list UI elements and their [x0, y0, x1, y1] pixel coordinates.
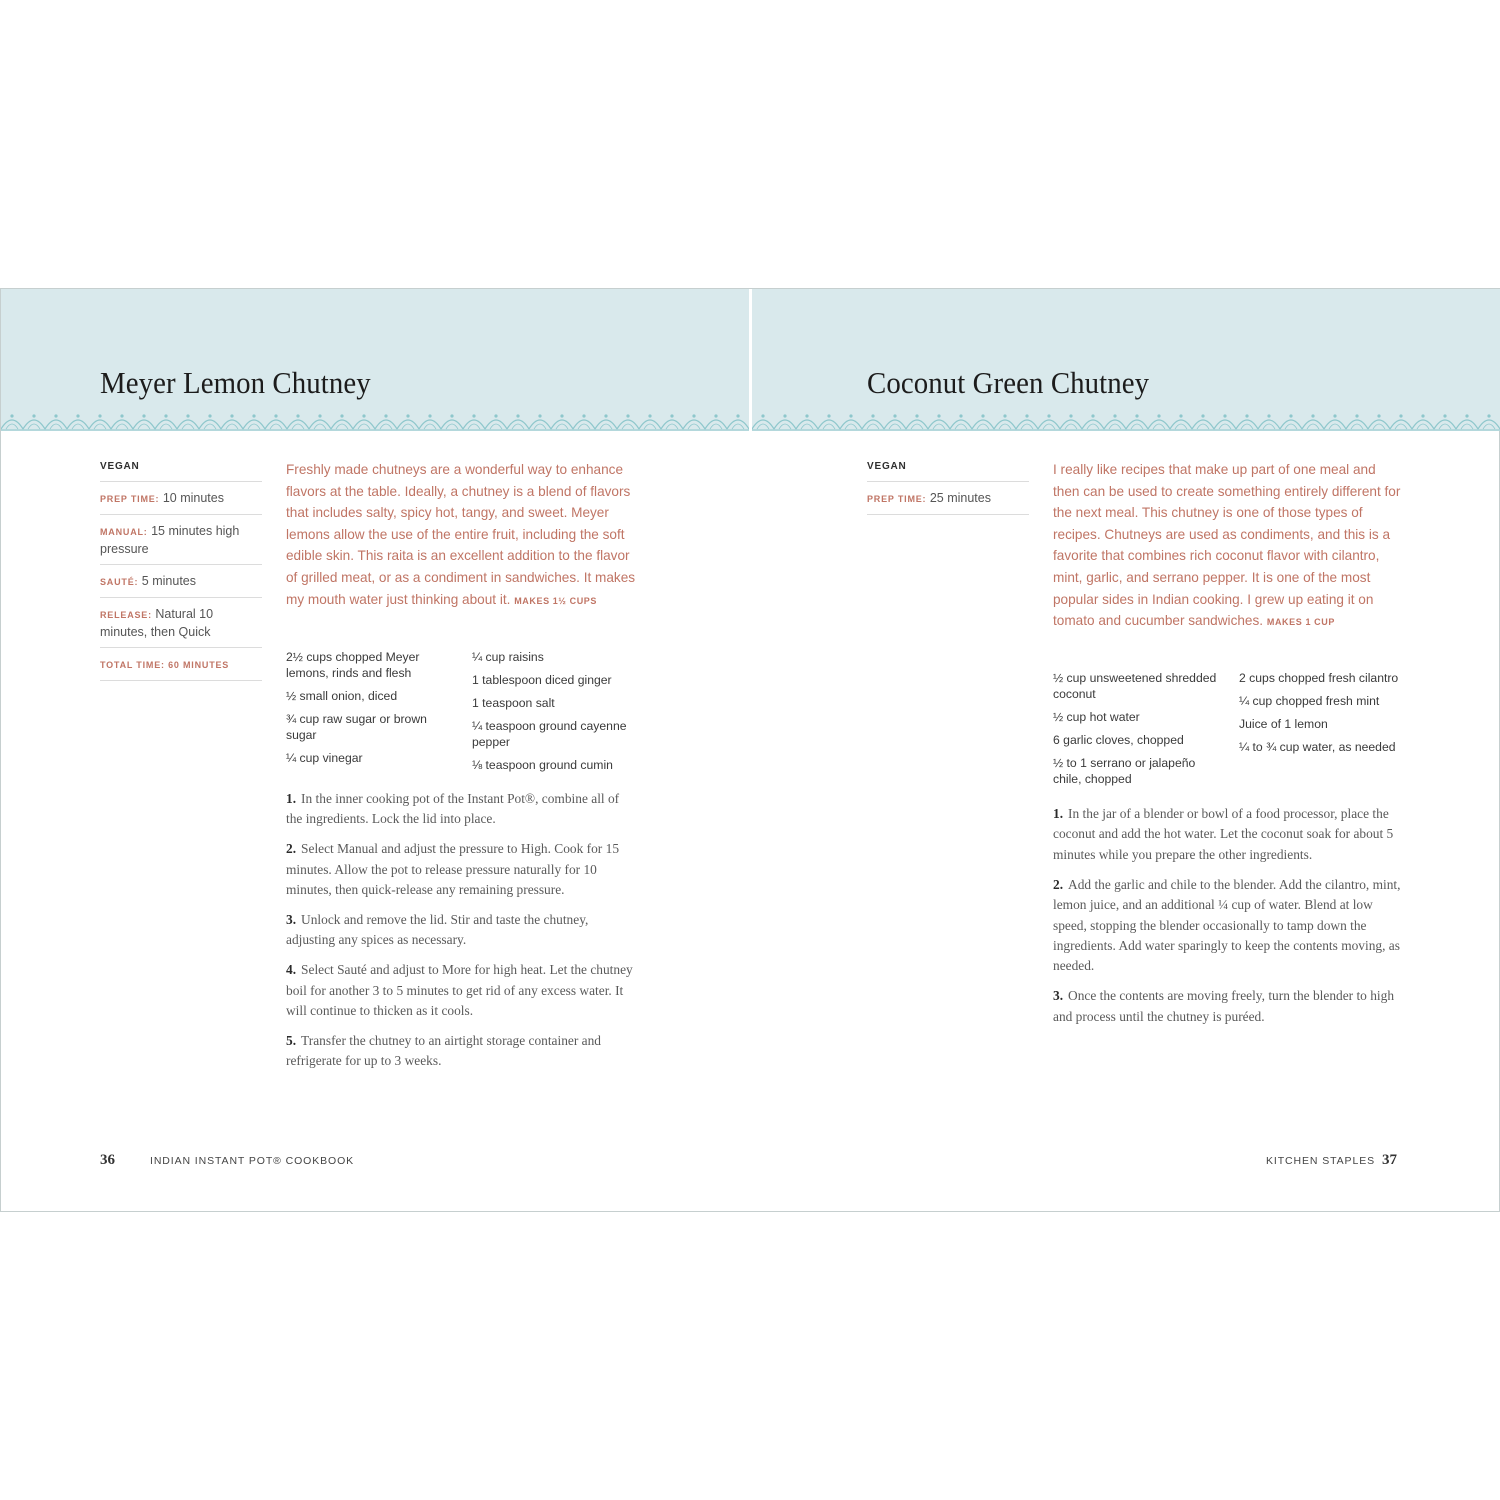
- meta-saute: SAUTÉ: 5 minutes: [100, 565, 262, 598]
- recipe-meta-sidebar: [867, 461, 1029, 515]
- ingredient-item: ¼ cup raisins: [472, 650, 544, 664]
- right-page: [752, 289, 1500, 1211]
- yield-label: MAKES 1½ CUPS: [514, 595, 598, 606]
- diet-tag: VEGAN: [867, 461, 1029, 482]
- recipe-meta-sidebar: [100, 461, 262, 681]
- meta-total-time: TOTAL TIME: 60 MINUTES: [100, 648, 262, 681]
- recipe-title: Coconut Green Chutney: [867, 365, 1150, 400]
- meta-manual: MANUAL: 15 minutes high pressure: [100, 515, 262, 565]
- meta-release: RELEASE: Natural 10 minutes, then Quick: [100, 598, 262, 648]
- ingredient-item: ¼ cup vinegar: [286, 751, 363, 765]
- instruction-step: 4. Select Sauté and adjust to More for high heat. Let the chutney boil for another 3 to 5 minutes to get rid of any excess water. It will continue to thicken as it cools.: [286, 962, 633, 1019]
- instruction-step: 1. In the inner cooking pot of the Instant Pot®, combine all of the ingredients. Lock the lid into place.: [286, 791, 620, 827]
- ingredient-item: 1 tablespoon diced ginger: [472, 673, 612, 687]
- instruction-step: 3. Once the contents are moving freely, turn the blender to high and process until the chutney is puréed.: [1053, 988, 1395, 1024]
- lace-border-ornament: [752, 407, 1500, 431]
- running-head: INDIAN INSTANT POT® COOKBOOK: [150, 1155, 355, 1167]
- recipe-intro: I really like recipes that make up part of one meal and then can be used to create something entirely different for the next meal. This chutney is one of those types of recipes. Chutneys are used as condiments, and this is a favorite that combines rich coconut flavor with cilantro, mint, garlic, and serrano pepper. It is one of the most popular sides in Indian cooking. I grew up eating it on tomato and cucumber sandwiches. MAKES 1 CUP: [1053, 462, 1401, 629]
- yield-label: MAKES 1 CUP: [1266, 617, 1335, 628]
- meta-prep-time: PREP TIME: 25 minutes: [867, 482, 1029, 515]
- instruction-step: 1. In the jar of a blender or bowl of a food processor, place the coconut and add the hot water. Let the coconut soak for about 5 minutes while you prepare the other ingredients.: [1053, 806, 1394, 862]
- ingredient-item: ¼ cup chopped fresh mint: [1239, 694, 1380, 708]
- title-band: [1, 289, 749, 431]
- ingredient-item: Juice of 1 lemon: [1239, 717, 1328, 731]
- ingredient-item: ½ cup unsweetened shredded coconut: [1053, 671, 1217, 701]
- meta-prep-time: PREP TIME: 10 minutes: [100, 482, 262, 515]
- ingredient-item: 2 cups chopped fresh cilantro: [1239, 671, 1399, 685]
- instruction-step: 2. Select Manual and adjust the pressure to High. Cook for 15 minutes. Allow the pot to release pressure naturally for 10 minutes, then quick-release any remaining pressure.: [286, 841, 620, 898]
- ingredient-item: ¼ to ¾ cup water, as needed: [1239, 740, 1396, 754]
- book-spread: [0, 288, 1500, 1212]
- instruction-step: 5. Transfer the chutney to an airtight storage container and refrigerate for up to 3 weeks.: [286, 1033, 602, 1069]
- ingredient-item: ½ small onion, diced: [286, 689, 398, 703]
- left-page: [1, 289, 749, 1211]
- recipe-title: Meyer Lemon Chutney: [100, 365, 371, 400]
- ingredient-item: ¾ cup raw sugar or brown sugar: [286, 712, 427, 742]
- ingredient-item: 6 garlic cloves, chopped: [1053, 733, 1184, 747]
- ingredient-item: ⅛ teaspoon ground cumin: [472, 758, 613, 772]
- lace-border-ornament: [1, 407, 749, 431]
- ingredient-item: ¼ teaspoon ground cayenne pepper: [472, 719, 627, 749]
- ingredient-item: 2½ cups chopped Meyer lemons, rinds and flesh: [286, 650, 420, 680]
- title-band: [752, 289, 1500, 431]
- instructions-list: [286, 789, 636, 1081]
- page-number: 37: [1382, 1152, 1397, 1168]
- ingredient-item: 1 teaspoon salt: [472, 696, 555, 710]
- page-number: 36: [100, 1152, 115, 1168]
- instruction-step: 3. Unlock and remove the lid. Stir and taste the chutney, adjusting any spices as necessary.: [286, 912, 589, 948]
- diet-tag: VEGAN: [100, 461, 262, 482]
- ingredient-item: ½ cup hot water: [1053, 710, 1140, 724]
- recipe-intro: Freshly made chutneys are a wonderful way to enhance flavors at the table. Ideally, a chutney is a blend of flavors that includes salty, spicy hot, tangy, and sweet. Meyer lemons allow the use of the entire fruit, including the soft edible skin. This raita is an excellent addition to the flavor of grilled meat, or as a condiment in sandwiches. It makes my mouth water just thinking about it. MAKES 1½ CUPS: [286, 462, 636, 607]
- instruction-step: 2. Add the garlic and chile to the blender. Add the cilantro, mint, lemon juice, and an additional ¼ cup of water. Blend at low speed, stopping the blender occasionally to tamp down the ingredients. Add water sparingly to keep the contents moving, as needed.: [1053, 876, 1401, 974]
- running-head: KITCHEN STAPLES: [1266, 1155, 1375, 1167]
- ingredient-item: ½ to 1 serrano or jalapeño chile, chopped: [1053, 756, 1196, 786]
- instructions-list: [1053, 804, 1403, 1037]
